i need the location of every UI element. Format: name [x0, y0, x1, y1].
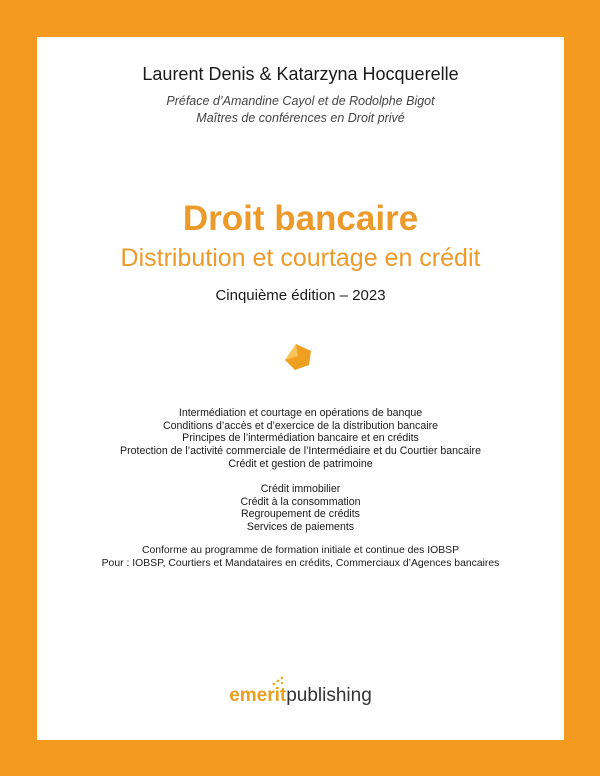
topic-item: Principes de l’intermédiation bancaire et en crédits — [182, 432, 419, 445]
pentagon-emblem-icon — [285, 344, 311, 370]
book-cover — [37, 37, 564, 740]
logo-dots-icon — [271, 676, 285, 686]
credit-item: Crédit immobilier — [260, 483, 341, 495]
credits-list — [37, 483, 564, 534]
credit-item: Services de paiements — [246, 521, 355, 534]
publisher-name-emerit: emerit — [229, 685, 286, 706]
credit-item: Regroupement de crédits — [241, 508, 360, 521]
topic-item: Intermédiation et courtage en opérations de banque — [178, 407, 423, 419]
topic-item: Protection de l’activité commerciale de l’Intermédiaire et du Courtier bancaire — [120, 445, 481, 458]
topic-item: Crédit et gestion de patrimoine — [228, 457, 373, 470]
book-title: Droit bancaire — [182, 199, 419, 238]
edition: Cinquième édition – 2023 — [215, 287, 386, 304]
book-subtitle: Distribution et courtage en crédit — [120, 244, 481, 272]
conformity-line-2: Pour : IOBSP, Courtiers et Mandataires en crédits, Commerciaux d’Agences bancaires — [101, 557, 500, 569]
topics-list — [37, 407, 564, 471]
authors: Laurent Denis & Katarzyna Hocquerelle — [142, 64, 459, 84]
conformity-line-1: Conforme au programme de formation initiale et continue des IOBSP — [141, 545, 460, 556]
topic-item: Conditions d’accès et d’exercice de la distribution bancaire — [162, 419, 438, 432]
credit-item: Crédit à la consommation — [240, 495, 361, 508]
preface-line-1: Préface d’Amandine Cayol et de Rodolphe Bigot — [166, 94, 435, 108]
preface-line-2: Maîtres de conférences en Droit privé — [196, 111, 405, 125]
publisher-logo — [37, 685, 564, 707]
conformity-note — [37, 545, 564, 570]
publisher-name-publishing: publishing — [286, 685, 372, 706]
preface — [37, 93, 564, 127]
